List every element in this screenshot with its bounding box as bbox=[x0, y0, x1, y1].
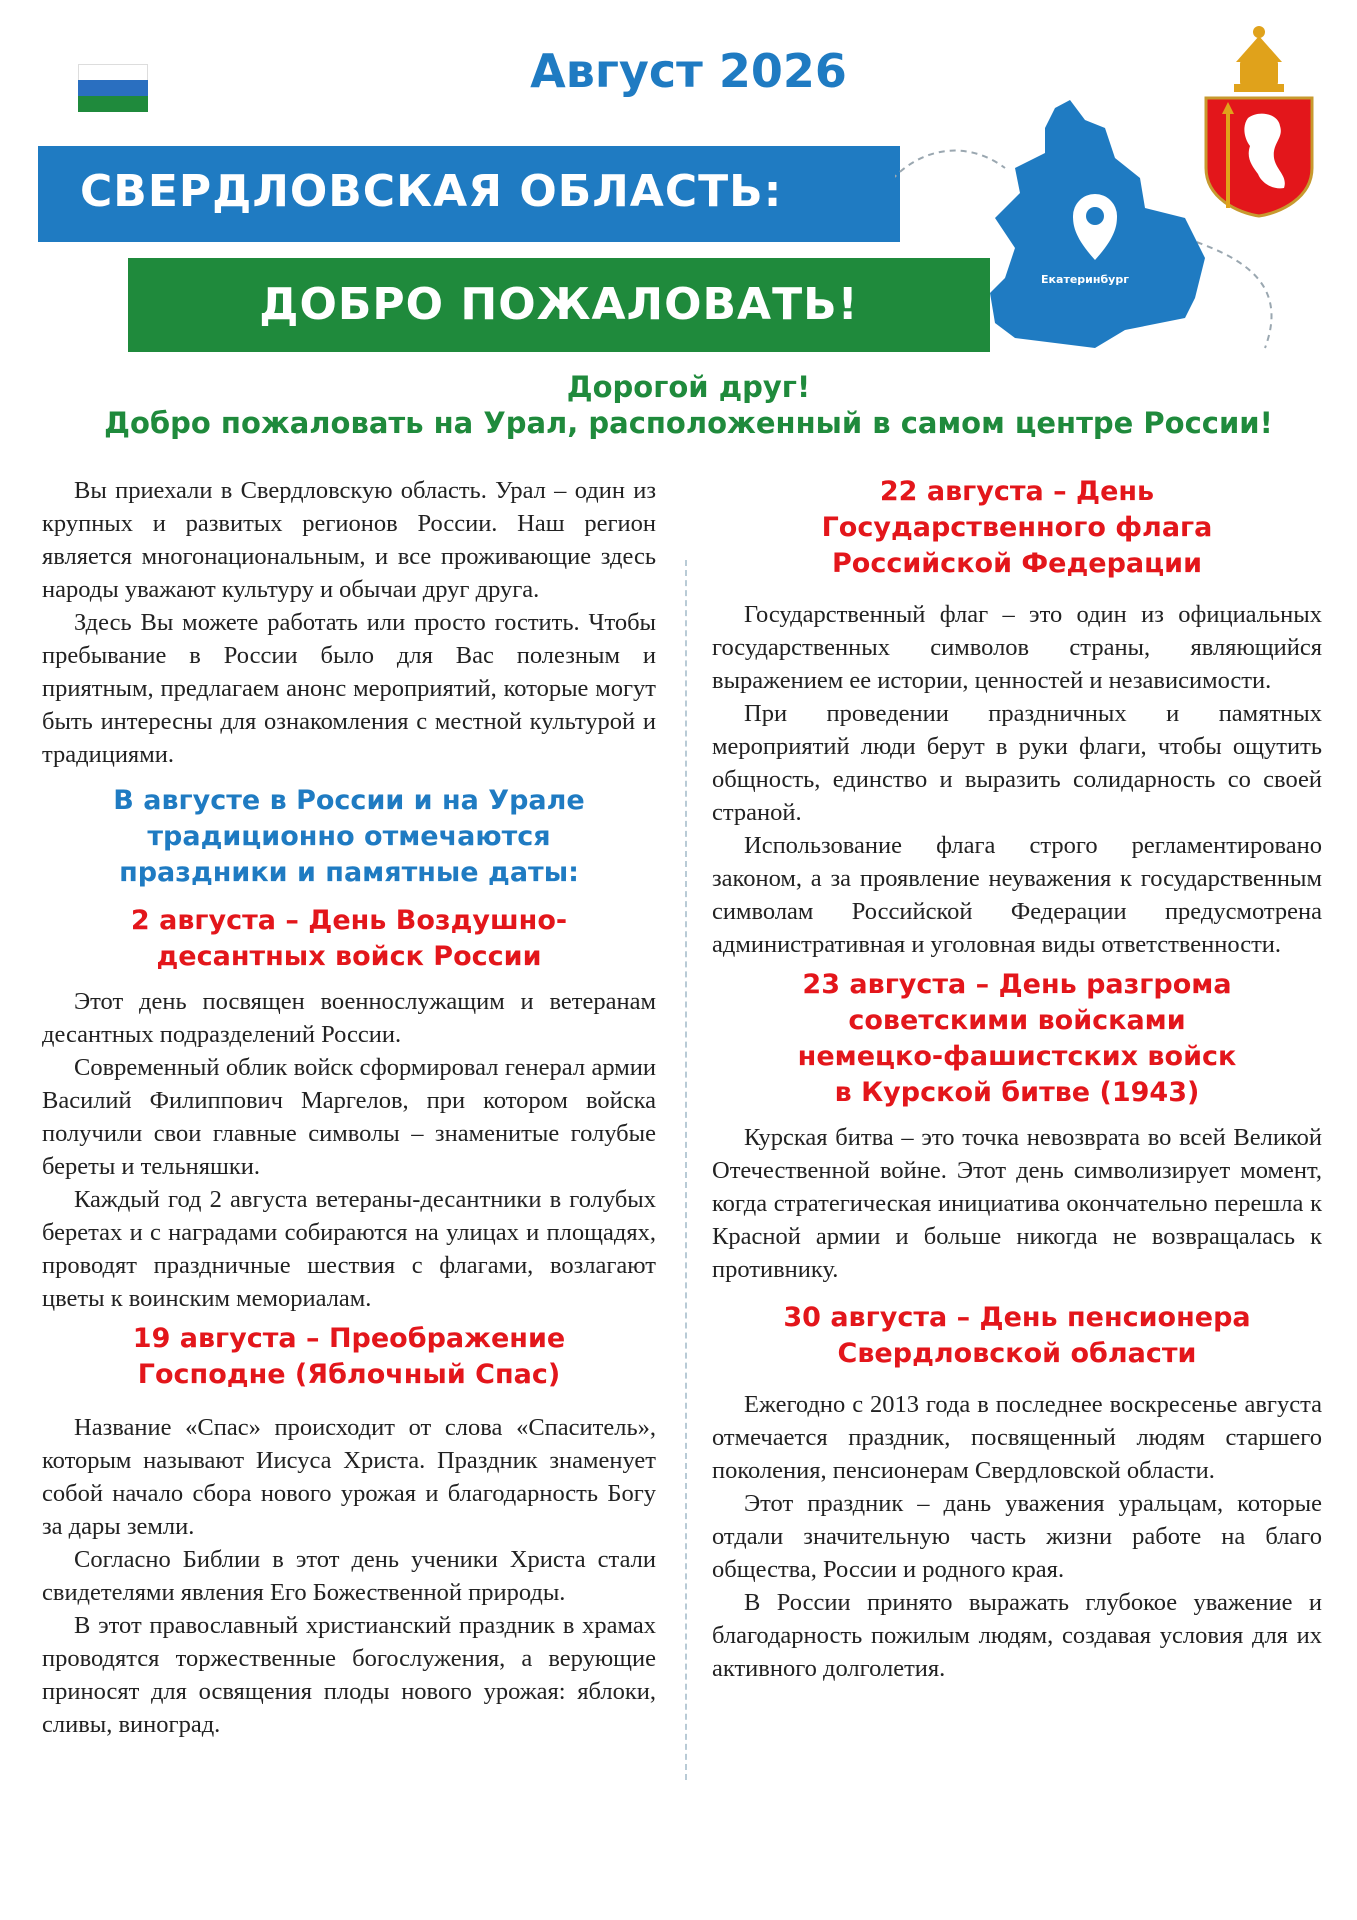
title-line-2: ДОБРО ПОЖАЛОВАТЬ! bbox=[259, 279, 859, 330]
column-divider bbox=[685, 560, 687, 1780]
aug19-paragraph-1: Название «Спас» происходит от слова «Спаситель», которым называют Иисуса Христа. Праздник знаменует собой начало сбора нового урожая и благодарность Богу за дары земли. bbox=[42, 1414, 656, 1540]
aug30-paragraph-3: В России принято выражать глубокое уважение и благодарность пожилым людям, создавая условия для их активного долголетия. bbox=[712, 1589, 1322, 1682]
left-column bbox=[42, 474, 656, 1741]
section-heading: В августе в России и на Урале традиционно отмечаются праздники и памятные даты: bbox=[113, 785, 585, 888]
aug22-paragraph-2: При проведении праздничных и памятных мероприятий люди берут в руки флаги, чтобы ощутить общность, единство и выразить солидарность со своей страной. bbox=[712, 700, 1322, 826]
aug2-paragraph-3: Каждый год 2 августа ветераны-десантники в голубых беретах и с наградами собираются на улицах и площадях, проводят праздничные шествия с флагами, возлагают цветы к воинским мемориалам. bbox=[42, 1186, 656, 1312]
aug22-heading: 22 августа – День Государственного флага Российской Федерации bbox=[821, 476, 1213, 579]
aug22-paragraph-3: Использование флага строго регламентировано законом, а за проявление неуважения к государственным символам Российской Федерации предусмотрена административная и уголовная виды ответственности. bbox=[712, 832, 1322, 958]
coat-of-arms-icon bbox=[1200, 18, 1318, 218]
map-city-label: Екатеринбург bbox=[1041, 273, 1129, 286]
aug30-paragraph-1: Ежегодно с 2013 года в последнее воскресенье августа отмечается праздник, посвященный людям старшего поколения, пенсионерам Свердловской области. bbox=[712, 1391, 1322, 1484]
aug2-heading: 2 августа – День Воздушно- десантных войск России bbox=[130, 905, 568, 972]
aug19-paragraph-2: Согласно Библии в этот день ученики Христа стали свидетелями явления Его Божественной природы. bbox=[42, 1546, 656, 1606]
greeting-line-2: Добро пожаловать на Урал, расположенный в самом центре России! bbox=[104, 406, 1273, 440]
title-line-1: СВЕРДЛОВСКАЯ ОБЛАСТЬ: bbox=[80, 166, 783, 217]
aug23-paragraph-1: Курская битва – это точка невозврата во всей Великой Отечественной войне. Этот день символизирует момент, когда стратегическая инициатива окончательно перешла к Красной армии и больше никогда не возвращалась к противнику. bbox=[712, 1124, 1322, 1283]
title-banner-green bbox=[128, 258, 990, 352]
aug19-heading: 19 августа – Преображение Господне (Яблочный Спас) bbox=[132, 1323, 566, 1390]
greeting-line-1: Дорогой друг! bbox=[566, 370, 811, 404]
aug2-paragraph-2: Современный облик войск сформировал генерал армии Василий Филиппович Маргелов, при котором войска получили свои главные символы – знаменитые голубые береты и тельняшки. bbox=[42, 1054, 656, 1180]
aug30-paragraph-2: Этот праздник – дань уважения уральцам, которые отдали значительную часть жизни работе на благо общества, России и родного края. bbox=[712, 1490, 1322, 1583]
right-column bbox=[712, 474, 1322, 1685]
page-month-title: Август 2026 bbox=[530, 44, 847, 98]
intro-paragraph-1: Вы приехали в Свердловскую область. Урал – один из крупных и развитых регионов России. Наш регион является многонациональным, и все проживающие здесь народы уважают культуру и обычаи друг друга. bbox=[42, 477, 656, 603]
aug19-paragraph-3: В этот православный христианский праздник в храмах проводятся торжественные богослужения, а верующие приносят для освящения плоды нового урожая: яблоки, сливы, виноград. bbox=[42, 1612, 656, 1738]
aug2-paragraph-1: Этот день посвящен военнослужащим и ветеранам десантных подразделений России. bbox=[42, 988, 656, 1048]
intro-paragraph-2: Здесь Вы можете работать или просто гостить. Чтобы пребывание в России было для Вас полезным и приятным, предлагаем анонс мероприятий, которые могут быть интересны для ознакомления с местной культурой и традициями. bbox=[42, 609, 656, 768]
aug30-heading: 30 августа – День пенсионера Свердловской области bbox=[783, 1302, 1251, 1369]
aug23-heading: 23 августа – День разгрома советскими войсками немецко-фашистских войск в Курской битве (1943) bbox=[797, 969, 1237, 1108]
title-banner-blue bbox=[38, 146, 900, 242]
aug22-paragraph-1: Государственный флаг – это один из официальных государственных символов страны, являющийся выражением ее истории, ценностей и независимости. bbox=[712, 601, 1322, 694]
